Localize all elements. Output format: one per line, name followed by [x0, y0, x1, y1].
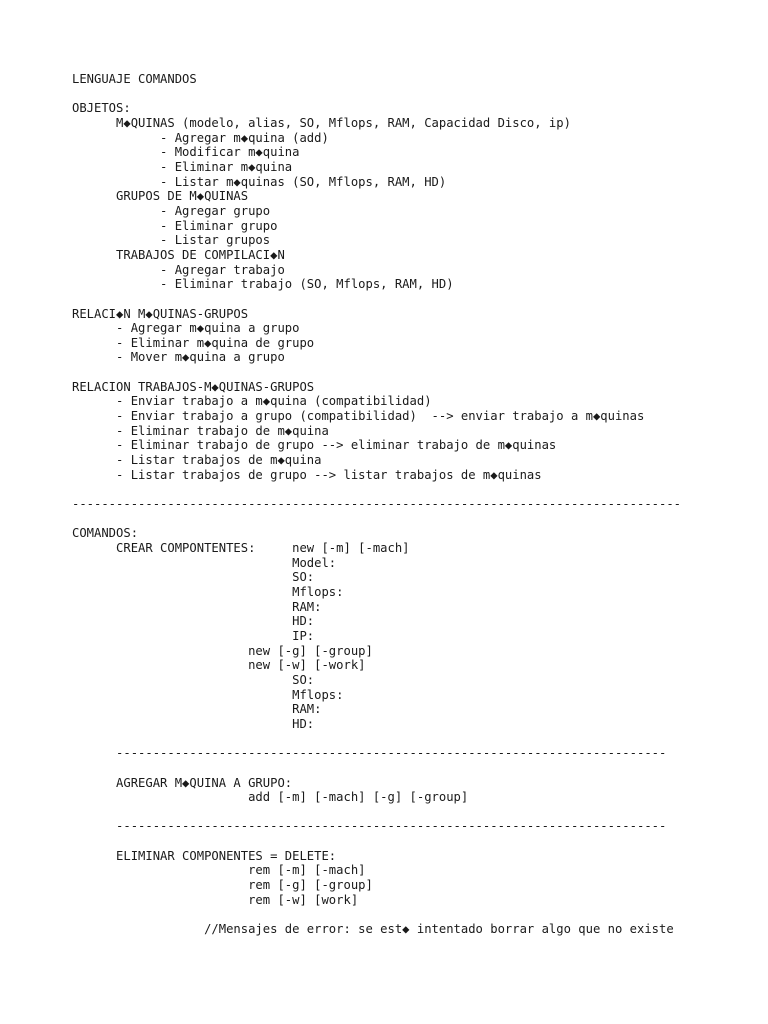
doc-line	[72, 732, 752, 747]
doc-line: LENGUAJE COMANDOS	[72, 72, 197, 86]
doc-line: ELIMINAR COMPONENTES = DELETE:	[72, 848, 337, 863]
doc-line: - Eliminar m◆quina de grupo	[72, 335, 315, 350]
doc-line: IP:	[72, 628, 315, 643]
doc-line	[72, 761, 752, 776]
doc-line: Model:	[72, 555, 337, 570]
doc-line: rem [-g] [-group]	[72, 878, 373, 893]
doc-line: AGREGAR M◆QUINA A GRUPO:	[72, 775, 293, 790]
doc-line: add [-m] [-mach] [-g] [-group]	[72, 790, 469, 805]
doc-line: -----------------------------------------------------------------------------------	[72, 497, 682, 512]
doc-line: - Agregar grupo	[72, 203, 271, 218]
doc-line: new [-g] [-group]	[72, 643, 373, 658]
doc-line: - Agregar m◆quina (add)	[72, 130, 329, 145]
doc-line: RELACI◆N M◆QUINAS-GRUPOS	[72, 306, 249, 321]
doc-line: RAM:	[72, 599, 322, 614]
doc-line: rem [-w] [work]	[72, 892, 359, 907]
doc-line	[72, 292, 752, 307]
doc-line: Mflops:	[72, 584, 344, 599]
doc-line: - Mover m◆quina a grupo	[72, 350, 285, 365]
doc-line: - Eliminar trabajo de grupo --> eliminar trabajo de m◆quinas	[72, 438, 557, 453]
doc-line: //Mensajes de error: se est◆ intentado borrar algo que no existe	[72, 922, 674, 937]
doc-line: SO:	[72, 570, 315, 585]
doc-line: new [-w] [-work]	[72, 658, 366, 673]
doc-line: HD:	[72, 614, 315, 629]
doc-line	[72, 834, 752, 849]
doc-line: - Listar grupos	[72, 233, 271, 248]
doc-line: COMANDOS:	[72, 526, 139, 541]
doc-line	[72, 805, 752, 820]
doc-line	[72, 482, 752, 497]
doc-line: RELACION TRABAJOS-M◆QUINAS-GRUPOS	[72, 379, 315, 394]
doc-line: SO:	[72, 672, 315, 687]
doc-line: M◆QUINAS (modelo, alias, SO, Mflops, RAM, Capacidad Disco, ip)	[72, 115, 571, 130]
doc-line: TRABAJOS DE COMPILACI◆N	[72, 247, 285, 262]
doc-line: RAM:	[72, 702, 322, 717]
doc-line: - Agregar trabajo	[72, 262, 285, 277]
doc-line: HD:	[72, 716, 315, 731]
doc-line	[72, 907, 752, 922]
document-page	[72, 72, 752, 937]
doc-line: - Listar trabajos de m◆quina	[72, 453, 322, 468]
doc-line: - Agregar m◆quina a grupo	[72, 321, 300, 336]
doc-line: - Enviar trabajo a grupo (compatibilidad) --> enviar trabajo a m◆quinas	[72, 409, 645, 424]
doc-line: ---------------------------------------------------------------------------	[72, 819, 667, 834]
doc-line: OBJETOS:	[72, 101, 131, 116]
doc-line: - Listar trabajos de grupo --> listar trabajos de m◆quinas	[72, 467, 542, 482]
doc-line	[72, 365, 752, 380]
doc-line: CREAR COMPONTENTES: new [-m] [-mach]	[72, 541, 410, 555]
doc-line	[72, 87, 752, 102]
doc-line: - Enviar trabajo a m◆quina (compatibilidad)	[72, 394, 432, 409]
doc-line: - Eliminar trabajo de m◆quina	[72, 423, 329, 438]
doc-line: - Listar m◆quinas (SO, Mflops, RAM, HD)	[72, 174, 447, 189]
doc-line: - Eliminar trabajo (SO, Mflops, RAM, HD)	[72, 277, 454, 292]
doc-line	[72, 512, 752, 527]
doc-line: Mflops:	[72, 687, 344, 702]
doc-line: - Eliminar m◆quina	[72, 159, 293, 174]
doc-line: rem [-m] [-mach]	[72, 863, 366, 878]
doc-line: - Eliminar grupo	[72, 218, 278, 233]
doc-line: - Modificar m◆quina	[72, 145, 300, 160]
doc-line: GRUPOS DE M◆QUINAS	[72, 189, 249, 204]
doc-line: ---------------------------------------------------------------------------	[72, 746, 667, 761]
